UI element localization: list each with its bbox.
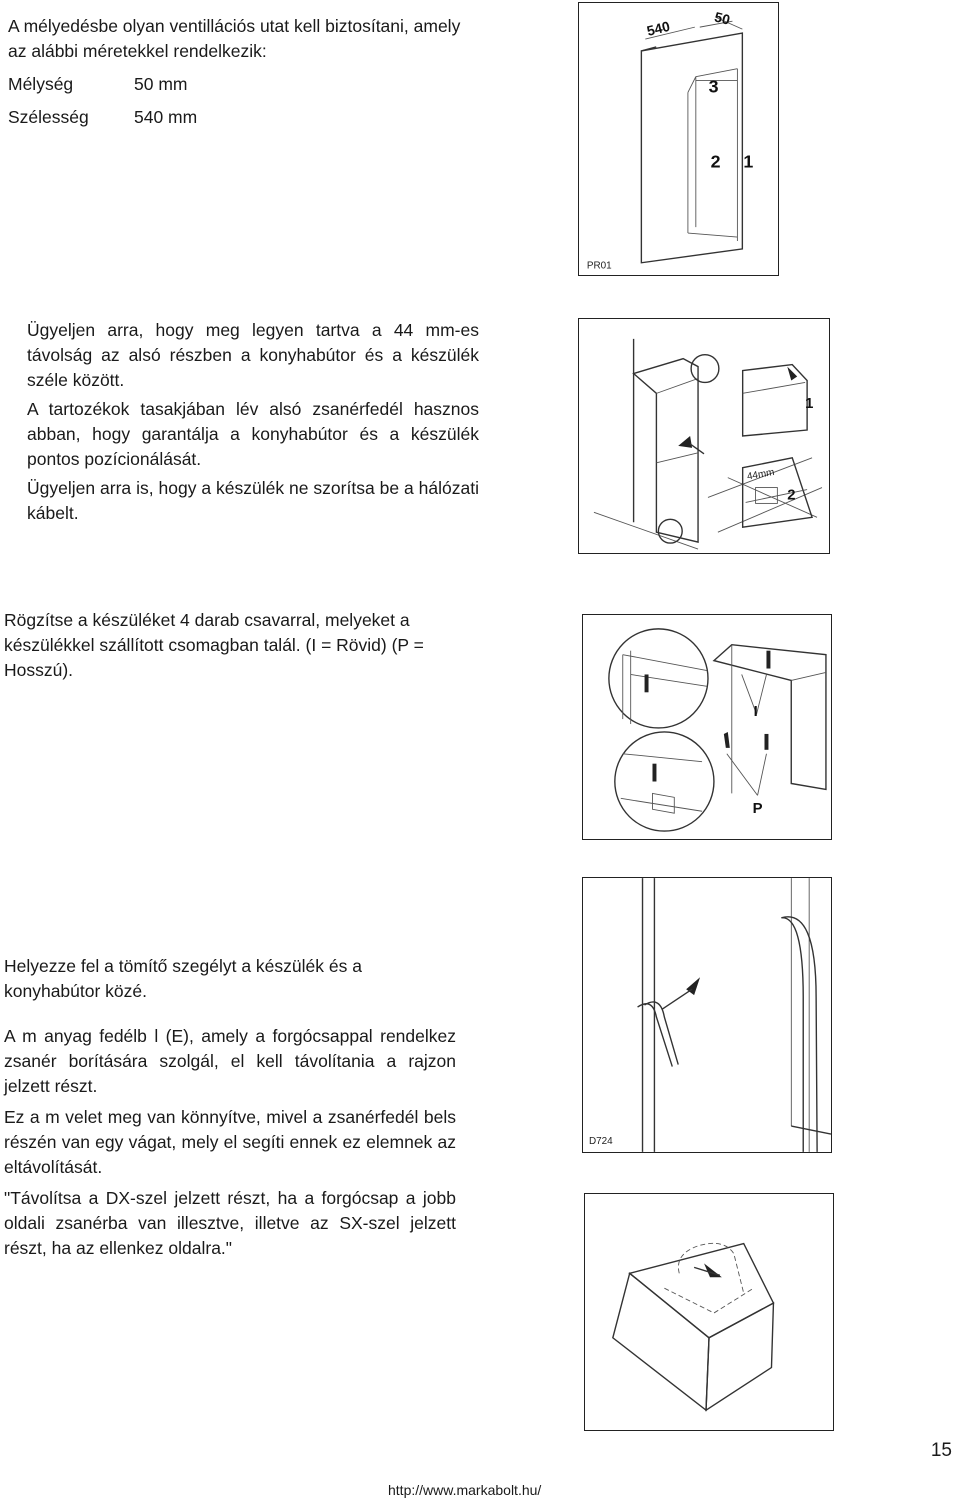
callout-1: 1 <box>743 151 754 172</box>
vent-intro: A mélyedésbe olyan ventillációs utat kell biztosítani, amely az alábbi méretekkel rendelkezik: <box>8 16 461 61</box>
figure-alignment <box>578 318 830 554</box>
dim-44mm: 44mm <box>746 466 776 483</box>
dx-sx-note: "Távolítsa a DX-szel jelzett részt, ha a forgócsap a jobb oldali zsanérba van illesztve, illetve az SX-szel jelzett részt, ha az ellenkez oldalra." <box>4 1188 456 1258</box>
dim-width-label: 540 <box>645 17 672 39</box>
figure-ventilation-niche <box>578 2 779 276</box>
figure-screws <box>582 614 832 840</box>
hinge-cover-drawing <box>585 1194 833 1430</box>
figure-code-d724: D724 <box>588 1135 613 1147</box>
section1-text <box>8 14 478 130</box>
section2-text <box>27 318 479 526</box>
cable-note: Ügyeljen arra is, hogy a készülék ne szorítsa be a hálózati kábelt. <box>27 478 479 523</box>
depth-value: 50 mm <box>134 74 188 94</box>
callout-1-upper: 1 <box>805 396 814 413</box>
footer-url[interactable]: http://www.markabolt.hu/ <box>388 1482 542 1498</box>
width-value: 540 mm <box>134 107 198 127</box>
seal-strip-drawing <box>583 878 831 1152</box>
ventilation-niche-drawing <box>579 3 778 275</box>
figure-hinge-cover <box>584 1193 834 1431</box>
figure-seal-strip <box>582 877 832 1153</box>
notch-note: Ez a m velet meg van könnyítve, mivel a zsanérfedél bels részén van egy vágat, mely el segíti ennek ez elemnek az eltávolítását. <box>4 1107 456 1177</box>
callout-I-short: I <box>753 704 758 721</box>
callout-2: 2 <box>710 151 721 172</box>
section3-text <box>4 608 464 683</box>
width-row <box>8 105 478 130</box>
depth-row <box>8 72 478 97</box>
dim-depth-label: 50 <box>712 8 732 28</box>
hinge-removal-note: A m anyag fedélb l (E), amely a forgócsappal rendelkez zsanér borítására szolgál, el kell távolítania a rajzon jelzett részt. <box>4 1026 456 1096</box>
screw-note: Rögzítse a készüléket 4 darab csavarral, melyeket a készülékkel szállított csomagban talál. (I = Rövid) (P = Hosszú). <box>4 610 424 680</box>
seal-note: Helyezze fel a tömítő szegélyt a készülék és a konyhabútor közé. <box>4 956 362 1001</box>
alignment-drawing <box>579 319 829 553</box>
width-label: Szélesség <box>8 107 89 127</box>
callout-P-long: P <box>752 801 763 818</box>
screws-drawing <box>583 615 831 839</box>
figure-code: PR01 <box>586 260 612 272</box>
callout-2-lower: 2 <box>787 487 796 504</box>
depth-label: Mélység <box>8 74 74 94</box>
clearance-note: Ügyeljen arra, hogy meg legyen tartva a 44 mm-es távolság az alsó részben a konyhabútor és a készülék széle között. <box>27 320 479 390</box>
section4-text <box>4 954 456 1261</box>
page-number: 15 <box>930 1440 952 1461</box>
callout-3: 3 <box>708 76 719 97</box>
hinge-cover-note: A tartozékok tasakjában lév alsó zsanérfedél hasznos abban, hogy garantálja a konyhabútor és a készülék pontos pozícionálását. <box>27 399 479 469</box>
